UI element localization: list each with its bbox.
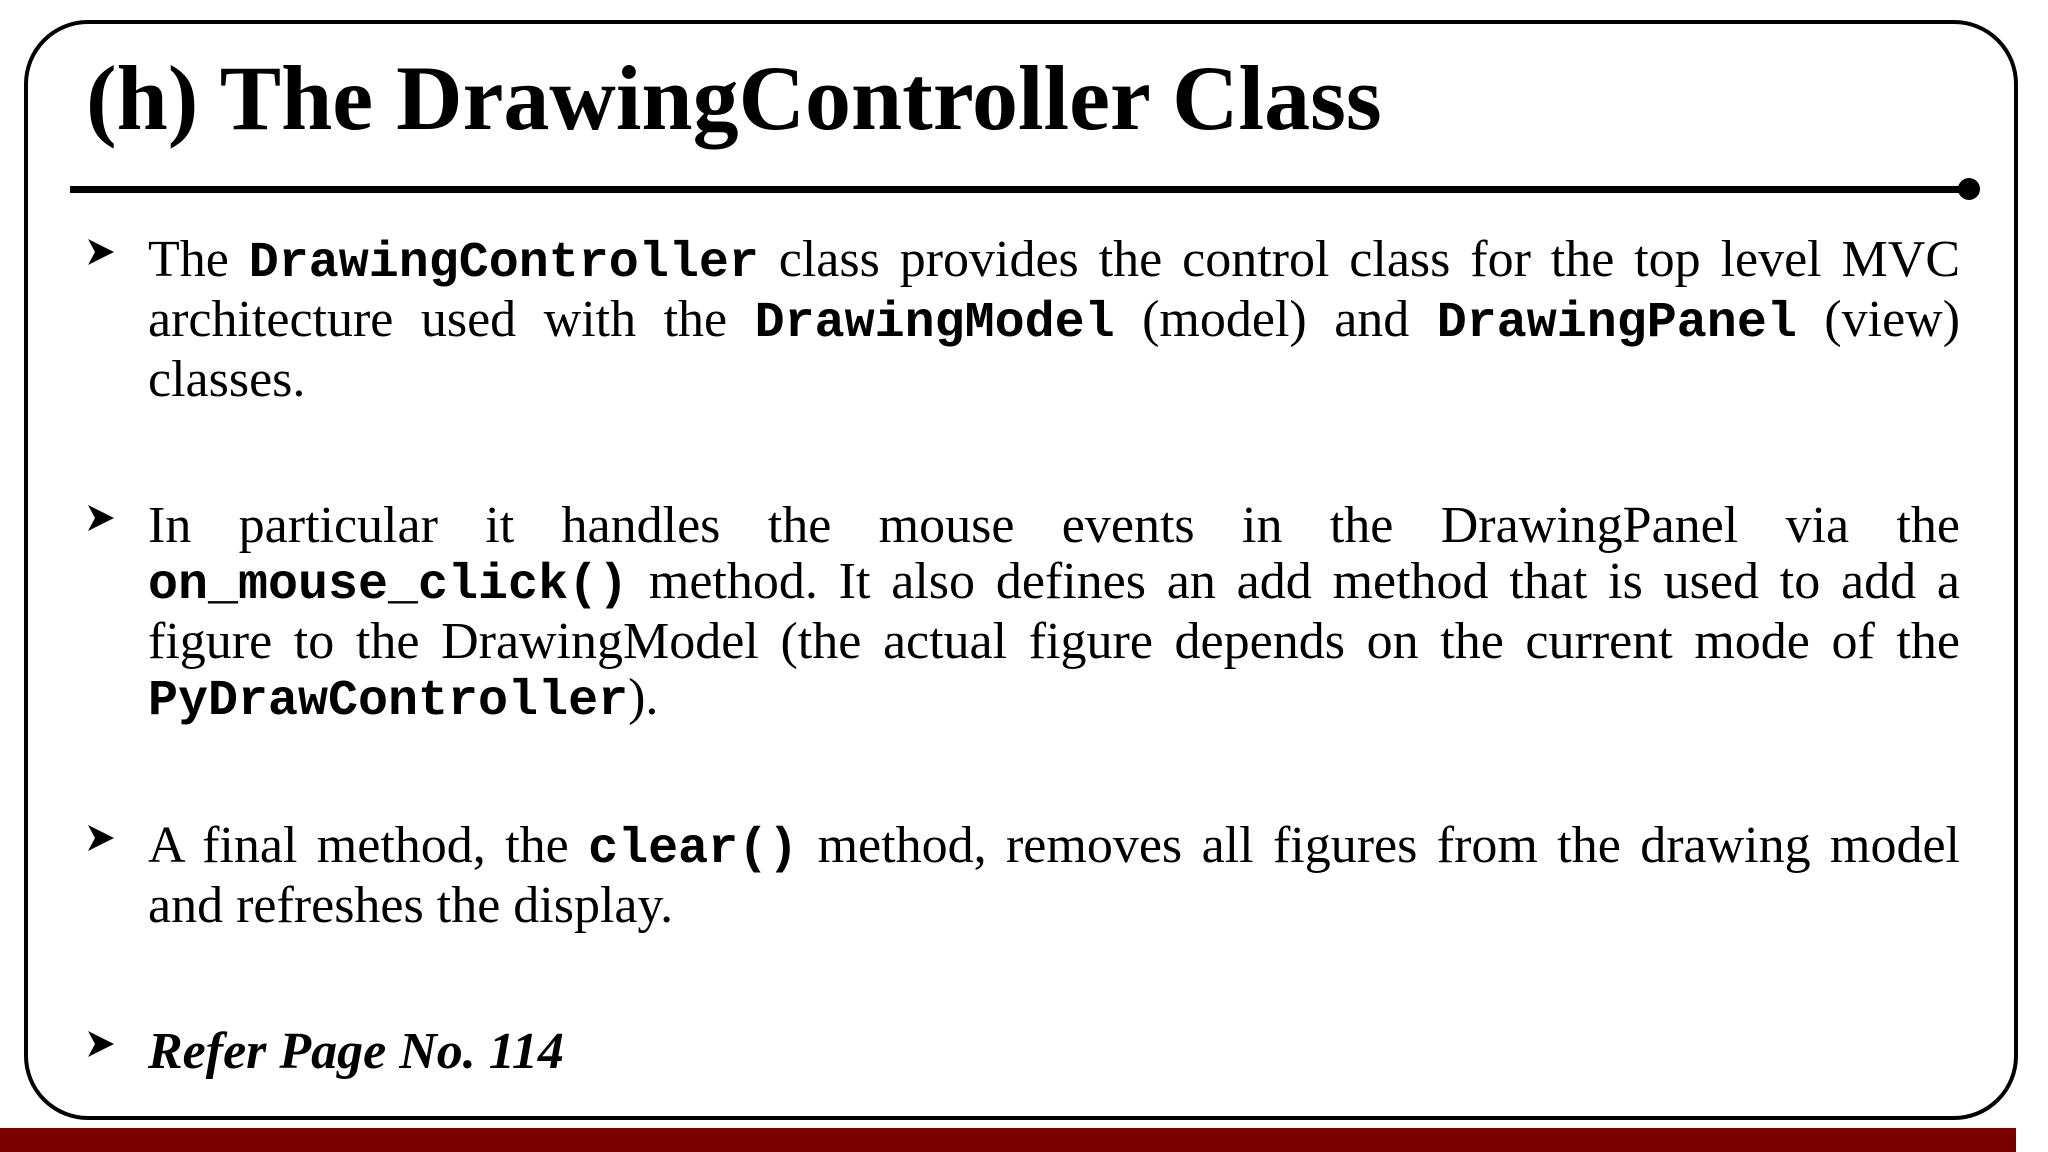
- bullet-2-part-3: method. It also defines an add method that is used to add a figure to the DrawingModel (the actual figure depends on the current mode of the: [148, 553, 1960, 670]
- bullet-3-part-1: A final method, the: [148, 817, 589, 874]
- code-clear: clear(): [588, 821, 799, 878]
- code-on-mouse-click: on_mouse_click(): [148, 557, 629, 614]
- footer-bar: [0, 1128, 2016, 1152]
- bullet-item-4: [86, 1024, 1960, 1080]
- title-underline-dot: [1958, 178, 1980, 200]
- bullet-text-4: [148, 1024, 1960, 1080]
- bullet-item-1: [86, 232, 1960, 408]
- bullet-3-part-3: method, removes all figures from the drawing model and refreshes the display.: [148, 817, 1960, 934]
- code-pydrawcontroller: PyDrawController: [148, 673, 629, 730]
- bullet-1-part-7: (view) classes.: [148, 291, 1961, 408]
- page-reference: Refer Page No. 114: [148, 1023, 564, 1080]
- code-drawingpanel: DrawingPanel: [1436, 295, 1797, 352]
- bullet-item-2: [86, 498, 1960, 730]
- bullet-1-part-5: (model) and: [1114, 291, 1437, 348]
- code-drawingmodel: DrawingModel: [754, 295, 1115, 352]
- arrowhead-bullet-icon: [86, 232, 148, 267]
- arrowhead-bullet-icon: [86, 498, 148, 533]
- bullet-1-part-1: The: [148, 231, 249, 288]
- bullet-text-1: [148, 232, 1960, 408]
- bullet-1-part-3: class provides the control class for the top level MVC architecture used with the: [148, 231, 1961, 348]
- bullet-2-part-5: ).: [628, 669, 659, 726]
- bullet-text-3: [148, 818, 1960, 934]
- slide-title: (h) The DrawingController Class: [86, 47, 1382, 149]
- arrowhead-bullet-icon: [86, 818, 148, 853]
- bullet-2-part-1: In particular it handles the mouse events in the DrawingPanel via the: [148, 497, 1960, 554]
- code-drawingcontroller: DrawingController: [248, 235, 759, 292]
- bullet-text-2: [148, 498, 1960, 730]
- bullet-item-3: [86, 818, 1960, 934]
- arrowhead-bullet-icon: [86, 1024, 148, 1059]
- title-underline: [70, 186, 1970, 193]
